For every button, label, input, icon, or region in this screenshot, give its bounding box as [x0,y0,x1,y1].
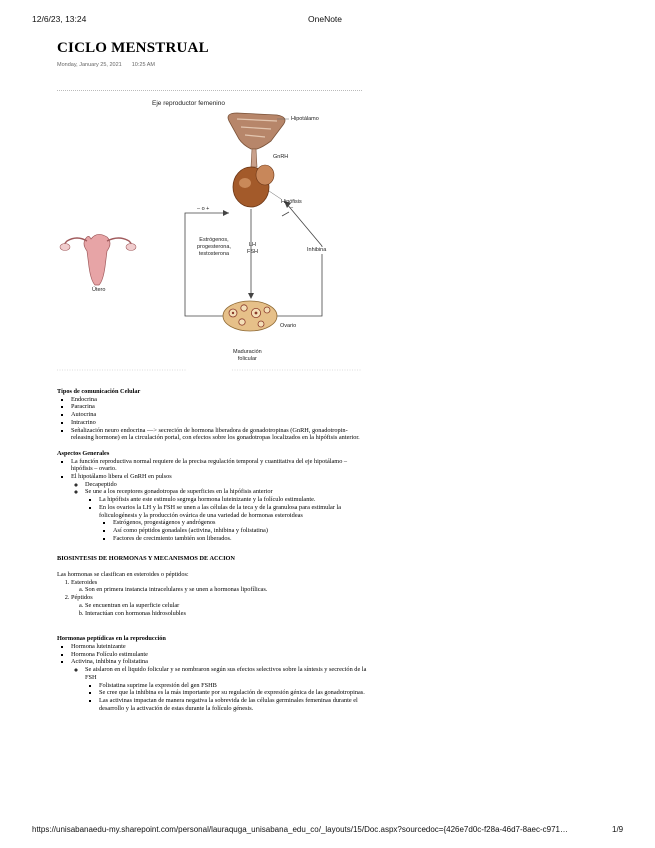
label-gnrh: GnRH [273,154,289,160]
list-item-text: En los ovarios la LH y la FSH se unen a las células de la teca y de la granulosa para estimular la foliculogénesis y la producción ovárica de una variedad de hormonas esteroideas [99,503,342,519]
list-item: ▪ La hipófisis ante este estimulo segrega hormona luteinizante y la folículo estimulante. [99,496,367,504]
biosintesis-intro: Las hormonas se clasifican en esteroides o péptidos: [57,571,189,579]
print-page-number: 1/9 [612,825,624,834]
list-item: ▪ Endocrina [71,396,367,404]
note-content [57,388,367,712]
label-inhibina: Inhibina [307,247,327,253]
list-item: ▪ Paracrina [71,403,367,411]
list-item-text: Péptidos [71,594,93,602]
label-utero: Útero [92,287,106,293]
sublist [71,602,367,617]
page-title: CICLO MENSTRUAL [57,40,209,56]
sublist [85,682,367,713]
print-datetime: 12/6/23, 13:24 [32,14,87,24]
list-item: ▪ Hormona Folículo estimulante [71,651,367,659]
page-date: Monday, January 25, 2021 [57,62,122,68]
section-title-biosintesis: BIOSINTESIS DE HORMONAS Y MECANISMOS DE ACCION [57,555,235,563]
list-item-text: Activina, inhibina y folistatina [71,658,148,666]
label-lh-fsh: LH FSH [247,242,258,255]
list-item: a. Son en primera instancia intracelulares y se unen a hormonas lipofílicas. [85,586,367,594]
sublist [99,519,367,542]
list-item-text: Se aislaron en el liquido folicular y se nombraron según sus efectos selectivos sobre la síntesis y secreción de la FSH [85,666,367,681]
reproductive-axis-diagram [57,91,362,371]
list-item: ▪ Así como péptidos gonadales (activina, inhibina y folistatina) [113,527,367,535]
list-item [99,504,367,543]
hormonas-list [57,643,367,712]
sublist [71,586,367,594]
list-item [85,666,367,712]
feedback-loop-right [272,246,322,316]
label-hipotalamo: Hipotálamo [291,116,319,122]
figure-title: Eje reproductor femenino [152,100,225,107]
biosintesis-list [57,579,367,618]
label-hipofisis: Hipófisis [281,199,302,205]
list-item: ▪ La función reproductiva normal requiere de la precisa regulación temporal y cuantitativa del eje hipotálamo – hipófisis – ovario. [71,458,367,473]
list-item: ▪ Las activinas impactan de manera negativa la sobrevida de las células germinales femeninas durante el desarrollo y la activación de estas durante la folículo génesis. [99,697,367,712]
list-item-text: Se une a los receptores gonadotropas de superficies en la hipófisis anterior [85,488,273,496]
sublist [85,496,367,542]
list-item [71,658,367,712]
list-item: ▪ Estrógenos, progestágenos y andrógenos [113,519,367,527]
print-url: https://unisabanaedu-my.sharepoint.com/personal/lauraquga_unisabana_edu_co/_layouts/15/Doc.aspx?sourcedoc={426e7d0c-f28a-46d7-8aec-c971… [32,825,568,834]
list-item-text: El hipotálamo libera el GnRH en pulsos [71,473,172,481]
label-ovario: Ovario [280,323,297,329]
list-item: ▪ Se cree que la inhibina es la más importante por su regulación de expresión génica de las gonadotropinas. [99,689,367,697]
pituitary-stalk [251,149,257,167]
hypothalamus-illustration [228,113,285,149]
feedback-loop-left [185,213,229,316]
list-item [71,579,367,594]
list-item-text: Esteroides [71,578,98,586]
list-item: ▪ Hormona luteinizante [71,643,367,651]
list-item [71,473,367,542]
page-time: 10:25 AM [131,62,155,68]
list-item: ▪ Folistatina suprime la expresión del gen FSHB [99,682,367,690]
list-item [71,594,367,617]
uterus-illustration [84,234,110,285]
list-item: ▪ Señalización neuro endocrina —> secreción de hormona liberadora de gonadotropinas (GnRH, gonadotropin-releasing hormone) en la circulación portal, con efectos sobre los gonadotropas localizados en la hipófisis anterior. [71,427,367,442]
sublist [71,481,367,543]
list-item: ▪ Autocrina [71,411,367,419]
tipos-list [57,396,367,442]
print-app-name: OneNote [308,14,343,24]
list-item [85,488,367,542]
list-item: ▪ Intracrino [71,419,367,427]
list-item: ▪ Factores de crecimiento también son liberados. [113,535,367,543]
reproductive-axis-figure [57,90,362,371]
section-title-aspectos: Aspectos Generales [57,449,110,457]
section-title-hormonas: Hormonas peptídicas en la reproducción [57,635,166,643]
label-estrogenos: Estrógenos, progesterona, testosterona [197,237,231,257]
aspectos-list [57,458,367,543]
list-item: ◦ Decapeptido [85,481,367,489]
list-item: a. Se encuentran en la superficie celular [85,602,367,610]
section-title-tipos: Tipos de comunicación Celular [57,388,141,395]
page-timestamp [57,62,165,68]
label-feedback-right: – [290,205,294,211]
label-maduracion: Maduración folicular [233,349,262,362]
sublist [71,666,367,712]
list-item: b. Interactúan con hormonas hidrosolubles [85,610,367,618]
label-feedback-left: – o + [197,206,210,212]
